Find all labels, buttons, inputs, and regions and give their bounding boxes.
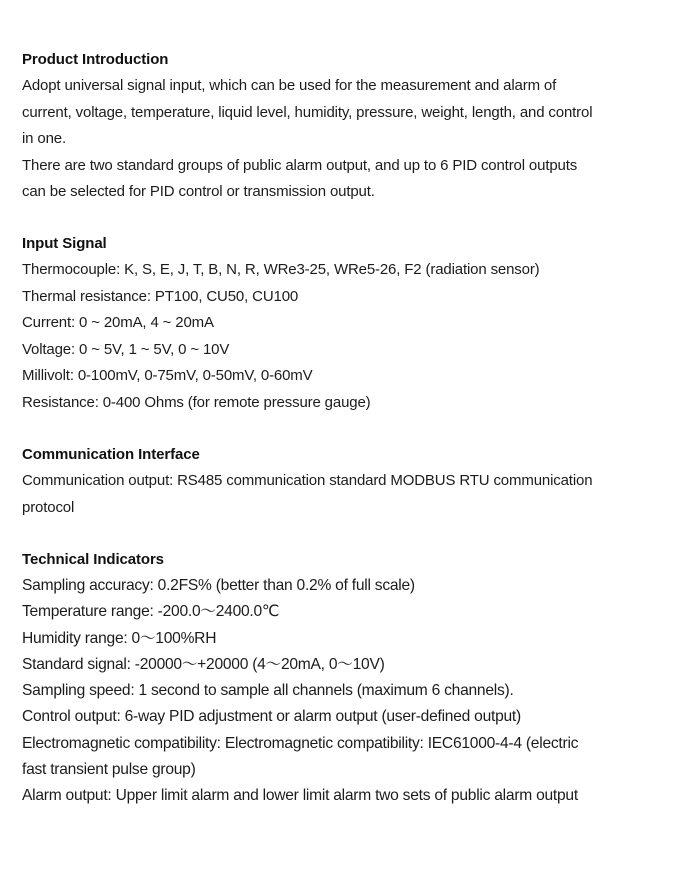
paragraph-line: in one.	[22, 130, 66, 147]
spec-line-current: Current: 0 ~ 20mA, 4 ~ 20mA	[22, 314, 214, 331]
spec-line-thermal-resistance: Thermal resistance: PT100, CU50, CU100	[22, 287, 299, 305]
section-heading: Product Introduction	[22, 51, 169, 68]
spec-line-voltage: Voltage: 0 ~ 5V, 1 ~ 5V, 0 ~ 10V	[22, 340, 230, 358]
section-technical-indicators	[22, 547, 682, 810]
spec-line-sampling-accuracy: Sampling accuracy: 0.2FS% (better than 0.2% of full scale)	[22, 577, 415, 594]
spec-line-temperature-range: Temperature range: -200.0～2400.0℃	[22, 603, 280, 621]
spec-line-emc-continued: fast transient pulse group)	[22, 761, 196, 779]
spec-line-alarm-output: Alarm output: Upper limit alarm and lower limit alarm two sets of public alarm output	[22, 787, 578, 805]
paragraph-line: Communication output: RS485 communication standard MODBUS RTU communication	[22, 472, 593, 489]
paragraph-line: There are two standard groups of public alarm output, and up to 6 PID control outputs	[22, 156, 578, 174]
section-heading: Communication Interface	[22, 446, 200, 463]
paragraph-line: current, voltage, temperature, liquid level, humidity, pressure, weight, length, and control	[22, 103, 593, 121]
spec-line-control-output: Control output: 6-way PID adjustment or alarm output (user-defined output)	[22, 708, 521, 726]
spec-line-thermocouple: Thermocouple: K, S, E, J, T, B, N, R, WRe3-25, WRe5-26, F2 (radiation sensor)	[22, 261, 540, 278]
section-heading: Technical Indicators	[22, 551, 164, 568]
section-heading: Input Signal	[22, 235, 107, 252]
spec-line-emc: Electromagnetic compatibility: Electromagnetic compatibility: IEC61000-4-4 (electric	[22, 734, 579, 752]
paragraph-line: protocol	[22, 498, 75, 516]
paragraph-line: Adopt universal signal input, which can be used for the measurement and alarm of	[22, 77, 557, 94]
paragraph-line: can be selected for PID control or transmission output.	[22, 183, 375, 200]
spec-line-millivolt: Millivolt: 0-100mV, 0-75mV, 0-50mV, 0-60mV	[22, 367, 313, 384]
spec-line-resistance: Resistance: 0-400 Ohms (for remote pressure gauge)	[22, 393, 371, 411]
section-communication-interface	[22, 442, 682, 521]
spec-line-sampling-speed: Sampling speed: 1 second to sample all channels (maximum 6 channels).	[22, 682, 514, 700]
section-input-signal	[22, 231, 682, 416]
spec-line-humidity-range: Humidity range: 0～100%RH	[22, 629, 217, 647]
spec-line-standard-signal: Standard signal: -20000～+20000 (4～20mA, 0～10V)	[22, 655, 385, 673]
section-product-introduction	[22, 47, 682, 206]
